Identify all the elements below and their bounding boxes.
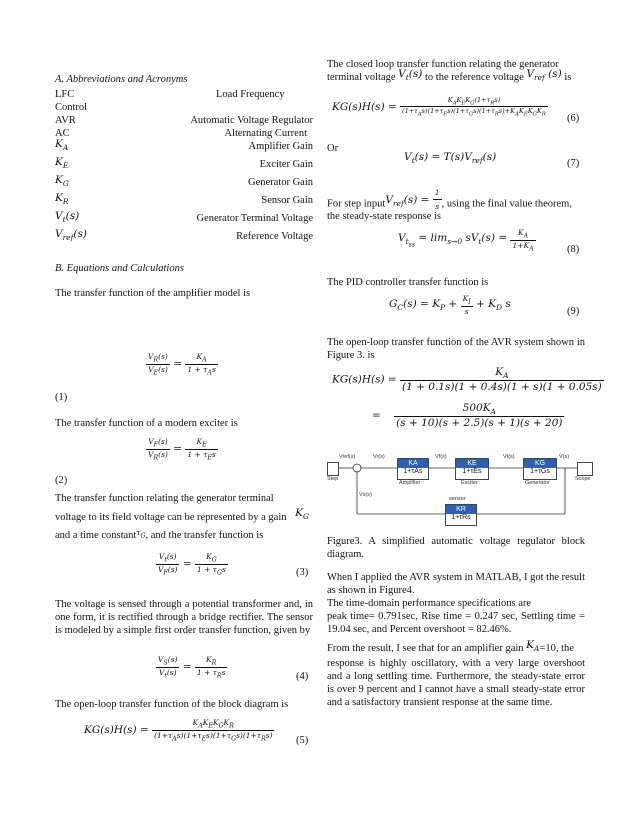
symbol-meaning: Amplifier Gain	[248, 141, 313, 152]
paragraph: the steady-state response is	[327, 211, 442, 222]
abbreviation-list	[55, 88, 313, 138]
symbol-row-ke	[55, 156, 313, 174]
block-denominator: 1+τEs	[462, 468, 482, 475]
symbol-row-kg	[55, 174, 313, 192]
equation-1: $\frac{V_R(s)}{V_E(s)}$ = $\frac{K_A}{1 + \tau_As}$	[148, 352, 216, 376]
step-source-icon	[327, 462, 339, 476]
text: =10, the	[539, 643, 574, 654]
symbol: $V_{ref}(s)$	[55, 228, 87, 243]
equation-numerator: 500K	[462, 402, 491, 414]
abbr-term: Control	[55, 102, 88, 113]
text: voltage to its field voltage can be represented by a gain	[55, 512, 287, 523]
equation-4: $\frac{V_S(s)}{V_t(s)}$ = $\frac{K_R}{1 + \tau_Rs}$	[158, 655, 226, 679]
equation-2: $\frac{V_F(s)}{V_R(s)}$ = $\frac{K_E}{1 + \tau_Es}$	[148, 437, 216, 461]
section-heading-abbreviations: A. Abbreviations and Acronyms	[55, 74, 188, 85]
block-gain: KG	[524, 459, 556, 468]
symbol-meaning: Generator Terminal Voltage	[196, 213, 313, 224]
equation-5: KG(s)H(s) = $\frac{K_AK_EK_GK_R}{(1+\tau_As)(1+\tau_Es)(1+\tau_Gs)(1+\tau_Rs)}$	[84, 718, 273, 742]
symbol: $K_A$	[526, 639, 540, 654]
abbr-term: AVR	[55, 115, 76, 126]
paragraph	[55, 529, 263, 546]
symbol-row-vt	[55, 210, 313, 228]
figure-caption: Figure3. A simplified automatic voltage regulator block diagram.	[327, 536, 585, 560]
block-label: Scope	[575, 476, 591, 482]
symbol-row-kr	[55, 192, 313, 210]
paragraph	[55, 507, 309, 527]
equation-number: (5)	[296, 735, 309, 746]
equation-10b: = $\frac{500K_A}{(s + 10)(s + 2.5)(s + 1)(s + 20)}$	[372, 402, 563, 430]
equation-denominator: (s + 10)(s + 2.5)(s + 1)(s + 20)	[396, 417, 563, 430]
symbol: $K_G$	[55, 174, 69, 189]
signal-label: Vref(s)	[339, 454, 356, 460]
text: to the reference voltage	[424, 72, 524, 83]
equation-10: KG(s)H(s) = $\frac{K_A}{(1 + 0.1s)(1 + 0.4s)(1 + s)(1 + 0.05s)}$	[332, 366, 602, 394]
symbol-meaning: Exciter Gain	[259, 159, 313, 170]
symbol-list	[55, 138, 313, 246]
equation-number: (1)	[55, 392, 68, 403]
equation-denominator: (1 + 0.1s)(1 + 0.4s)(1 + s)(1 + 0.05s)	[402, 381, 602, 394]
abbr-row-avr	[55, 114, 313, 127]
text: , using the final value theorem,	[441, 198, 572, 210]
equation-number: (6)	[567, 113, 580, 124]
equation-number: (9)	[567, 306, 580, 317]
equation-number: (7)	[567, 158, 580, 169]
text: From the result, I see that for an amplifier gain	[327, 643, 524, 654]
block-label: Exciter	[461, 480, 478, 486]
symbol-row-vref	[55, 228, 313, 246]
paragraph: The voltage is sensed through a potential transformer and, in one form, it is rectified through a bridge rectifier. The sensor is modeled by a simple first order transfer function, given by	[55, 599, 313, 636]
symbol: $V_t(s)$	[55, 210, 80, 225]
paragraph: The transfer function of a modern exciter is	[55, 418, 238, 429]
equation-number: (2)	[55, 475, 68, 486]
equation-7: $V_t(s) = T(s)V_{ref}(s)$	[404, 151, 497, 166]
paragraph: When I applied the AVR system in MATLAB, I got the result as shown in Figure4.	[327, 572, 585, 596]
symbol: $K_E$	[55, 156, 69, 171]
generator-block	[523, 458, 557, 480]
abbr-meaning: Automatic Voltage Regulator	[190, 115, 313, 126]
abbr-row-lfc	[55, 88, 313, 101]
signal-label: Vr(s)	[373, 454, 385, 460]
text: and a time constant	[55, 530, 137, 541]
paragraph: The PID controller transfer function is	[327, 277, 489, 288]
block-label: Generator	[525, 480, 550, 486]
symbol: $K_G$	[295, 507, 309, 522]
exciter-block	[455, 458, 489, 480]
symbol: τG	[136, 528, 146, 540]
section-heading-equations: B. Equations and Calculations	[55, 263, 184, 274]
text: is	[564, 72, 572, 83]
block-denominator: 1+τGs	[530, 468, 550, 475]
equation-6: KG(s)H(s) = $\frac{K_AK_EK_G(1+\tau_Rs)}{(1+\tau_As)(1+\tau_Es)(1+\tau_Gs)(1+\tau_Rs)+K_AK_EK_GK_R}$	[332, 96, 546, 118]
paragraph: response is highly oscillatory, with a very large overshoot and a long settling time. Furthermore, the steady-state error is over 9 percent and I cannot have a small steady-state error and a satisfactory transient response at the same time.	[327, 658, 585, 708]
paragraph: The transfer function of the amplifier model is	[55, 288, 251, 299]
symbol: $V_t(s)$	[398, 68, 423, 83]
paragraph: Or	[327, 143, 339, 154]
abbr-term: LFC	[55, 89, 75, 100]
paragraph	[327, 639, 574, 658]
paragraph: The open-loop transfer function of the AVR system shown in Figure 3. is	[327, 337, 585, 361]
symbol-row-ka	[55, 138, 313, 156]
paragraph: peak time= 0.791sec, Rise time = 0.247 sec, Settling time = 19.04 sec, and Percent overshoot = 82.46%.	[327, 611, 585, 635]
symbol: $K_R$	[55, 192, 69, 207]
signal-label: V(s)	[559, 454, 570, 460]
abbr-row-ac	[55, 127, 313, 138]
symbol-meaning: Reference Voltage	[236, 231, 313, 242]
equation-3: $\frac{V_t(s)}{V_F(s)}$ = $\frac{K_G}{1 + \tau_Gs}$	[158, 552, 226, 576]
paragraph: The time-domain performance specifications are	[327, 598, 532, 609]
block-label: sensor	[449, 496, 466, 502]
equation-9: $G_C(s) = K_P$ + $\frac{K_I}{s}$ + $K_D$ s	[389, 294, 511, 316]
abbr-term: AC	[55, 128, 70, 139]
signal-label: Vs(s)	[359, 492, 372, 498]
step-label: Step	[327, 476, 339, 482]
symbol: $V_{ref}$ (s)	[526, 68, 562, 83]
block-denominator: 1+τRs	[451, 514, 471, 521]
equation-number: (8)	[567, 244, 580, 255]
abbr-meaning: Load Frequency	[216, 89, 285, 100]
equation-number: (3)	[296, 567, 309, 578]
block-gain: KR	[446, 505, 476, 514]
paragraph: The open-loop transfer function of the block diagram is	[55, 699, 289, 710]
paragraph: The transfer function relating the generator terminal	[55, 493, 274, 504]
block-gain: KE	[456, 459, 488, 468]
block-label: Amplifier	[399, 480, 421, 486]
signal-label: Vt(s)	[503, 454, 515, 460]
scope-icon	[577, 462, 593, 476]
abbr-meaning: Alternating Current	[224, 128, 307, 139]
equation-number: (4)	[296, 671, 309, 682]
symbol-meaning: Sensor Gain	[261, 195, 313, 206]
equation-8: $V_{t_{ss}} = \lim_{s\to 0} sV_t(s)$ = $\frac{K_A}{1+K_A}$	[398, 228, 534, 252]
text: For step input	[327, 198, 386, 210]
block-denominator: 1+τAs	[403, 468, 423, 475]
abbr-row-control	[55, 101, 313, 114]
block-gain: KA	[398, 459, 428, 468]
text: , and the transfer function is	[145, 530, 264, 541]
amplifier-block	[397, 458, 429, 480]
symbol-meaning: Generator Gain	[247, 177, 313, 188]
paragraph	[327, 68, 572, 87]
paragraph: The closed loop transfer function relating the generator	[327, 59, 559, 70]
text: terminal voltage	[327, 72, 396, 83]
symbol: $V_{ref}(s)$ = $\frac{1}{s}$	[385, 188, 440, 211]
symbol: $K_A$	[55, 138, 69, 153]
signal-label: Vf(s)	[435, 454, 447, 460]
avr-block-diagram	[327, 448, 595, 528]
sensor-block	[445, 504, 477, 526]
